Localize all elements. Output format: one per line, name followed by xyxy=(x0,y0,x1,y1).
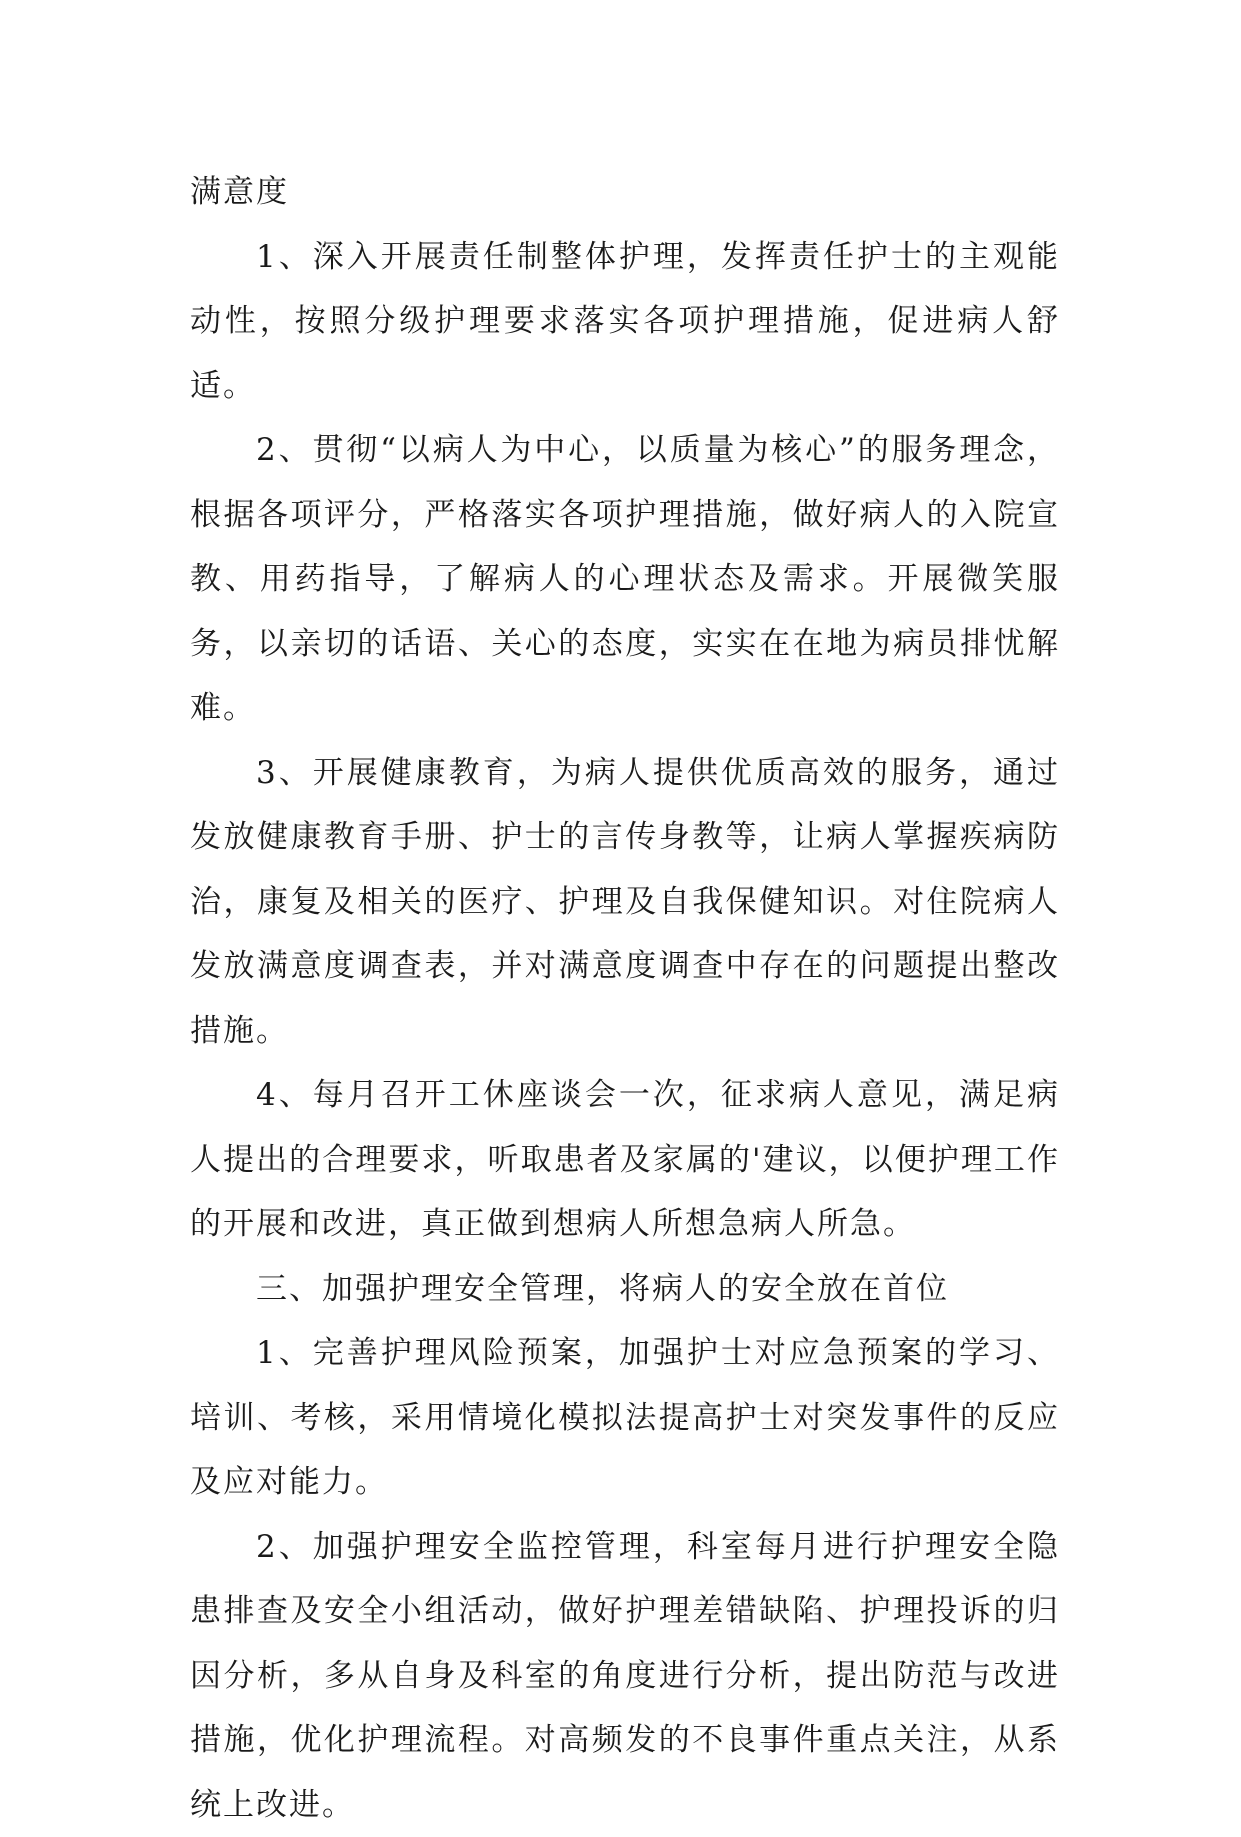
paragraph-item-2: 2、贯彻“以病人为中心，以质量为核心”的服务理念，根据各项评分，严格落实各项护理措施，做好病人的入院宣教、用药指导，了解病人的心理状态及需求。开展微笑服务，以亲切的话语、关心的态度，实实在在地为病员排忧解难。 xyxy=(190,418,1060,741)
paragraph-item-1: 1、深入开展责任制整体护理，发挥责任护士的主观能动性，按照分级护理要求落实各项护理措施，促进病人舒适。 xyxy=(190,225,1060,419)
paragraph-continuation: 满意度 xyxy=(190,160,1060,225)
paragraph-item-3: 3、开展健康教育，为病人提供优质高效的服务，通过发放健康教育手册、护士的言传身教等，让病人掌握疾病防治，康复及相关的医疗、护理及自我保健知识。对住院病人发放满意度调查表，并对满意度调查中存在的问题提出整改措施。 xyxy=(190,741,1060,1064)
paragraph-item-4: 4、每月召开工休座谈会一次，征求病人意见，满足病人提出的合理要求，听取患者及家属的'建议，以便护理工作的开展和改进，真正做到想病人所想急病人所急。 xyxy=(190,1063,1060,1257)
document-body xyxy=(190,160,1060,1837)
paragraph-item-5: 1、完善护理风险预案，加强护士对应急预案的学习、培训、考核，采用情境化模拟法提高护士对突发事件的反应及应对能力。 xyxy=(190,1321,1060,1515)
section-heading: 三、加强护理安全管理，将病人的安全放在首位 xyxy=(190,1257,1060,1322)
paragraph-item-6: 2、加强护理安全监控管理，科室每月进行护理安全隐患排查及安全小组活动，做好护理差错缺陷、护理投诉的归因分析，多从自身及科室的角度进行分析，提出防范与改进措施，优化护理流程。对高频发的不良事件重点关注，从系统上改进。 xyxy=(190,1515,1060,1837)
